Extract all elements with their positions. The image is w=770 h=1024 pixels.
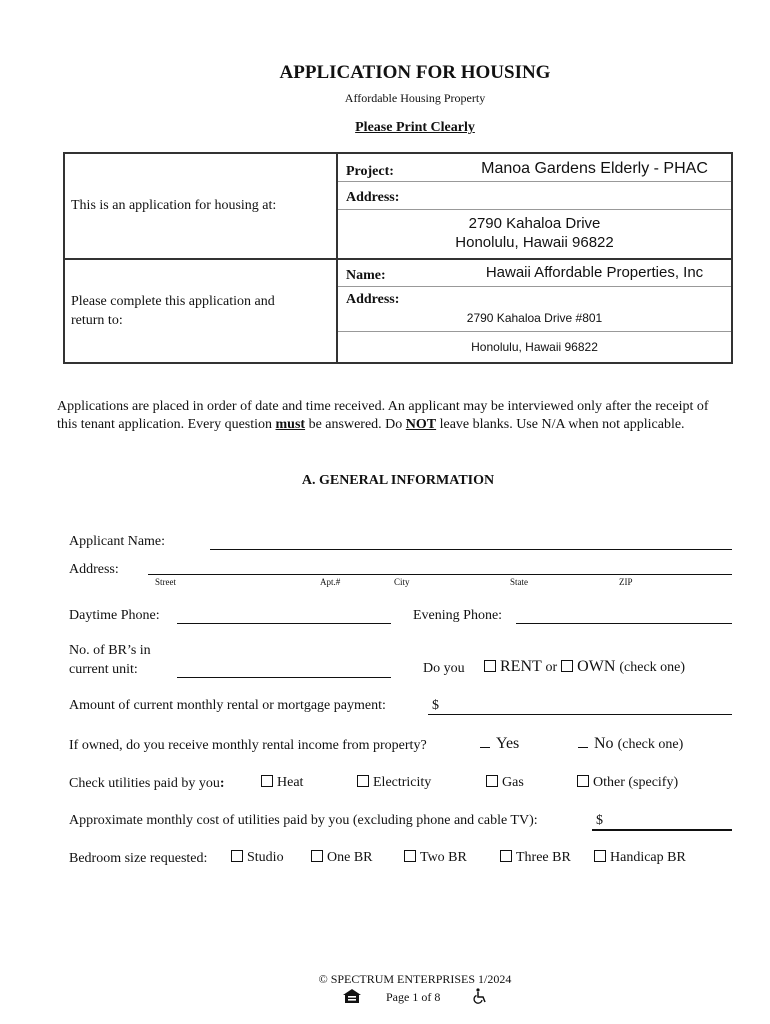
heat-label: Heat (277, 775, 304, 790)
or-label: or (545, 660, 558, 675)
city-caption: City (394, 577, 410, 587)
no-label: No (594, 735, 614, 752)
yes-label: Yes (496, 735, 520, 752)
apt-caption: Apt.# (320, 577, 341, 587)
address-row (338, 182, 731, 210)
housing-label (64, 153, 337, 259)
one-br-checkbox[interactable] (311, 850, 323, 862)
check-one-label: (check one) (619, 660, 686, 675)
other-option[interactable] (577, 775, 678, 791)
handicap-br-checkbox[interactable] (594, 850, 606, 862)
utilities-cost-label: Approximate monthly cost of utilities paid by you (excluding phone and cable TV): (69, 813, 538, 828)
equal-housing-icon (343, 989, 361, 1008)
info-table (63, 152, 733, 364)
one-br-label: One BR (327, 850, 373, 865)
page-title: APPLICATION FOR HOUSING (279, 62, 551, 83)
return-label-text: Please complete this application and return to: (71, 294, 275, 328)
own-checkbox[interactable] (561, 660, 573, 672)
rent-own-options (484, 658, 685, 676)
rental-income-question: If owned, do you receive monthly rental income from property? (69, 738, 427, 753)
name-label: Name: (346, 268, 386, 283)
project-row (338, 154, 731, 182)
address-line2[interactable]: Honolulu, Hawaii 96822 (455, 234, 614, 251)
return-address-line2[interactable]: Honolulu, Hawaii 96822 (471, 340, 598, 354)
applicant-name-label: Applicant Name: (69, 534, 166, 549)
return-address-row (338, 287, 731, 332)
utilities-cost-field[interactable] (592, 829, 732, 831)
daytime-phone-label: Daytime Phone: (69, 608, 160, 623)
intro-not: NOT (405, 417, 437, 432)
intro-paragraph (57, 398, 717, 434)
housing-label-text: This is an application for housing at: (71, 198, 277, 213)
monthly-payment-field[interactable] (428, 714, 732, 715)
three-br-label: Three BR (516, 850, 571, 865)
studio-option[interactable] (231, 850, 284, 866)
monthly-payment-label: Amount of current monthly rental or mortgage payment: (69, 698, 386, 713)
check-one-label-2: (check one) (617, 737, 684, 752)
handicap-br-option[interactable] (594, 850, 686, 866)
project-cell (337, 153, 732, 259)
project-value[interactable]: Manoa Gardens Elderly - PHAC (481, 160, 708, 177)
two-br-checkbox[interactable] (404, 850, 416, 862)
footer-copyright: © SPECTRUM ENTERPRISES 1/2024 (318, 972, 512, 986)
rent-label: RENT (500, 658, 542, 675)
intro-text-1: Applications are placed in order of date and time received. An applicant may be interviewed only after the receipt of this tenant application. Every question (57, 399, 709, 432)
electricity-checkbox[interactable] (357, 775, 369, 787)
wheelchair-icon (472, 988, 488, 1009)
page-subtitle: Affordable Housing Property (344, 91, 486, 105)
name-row (338, 260, 731, 287)
two-br-label: Two BR (420, 850, 467, 865)
br-label-line1: No. of BR’s in (69, 643, 151, 658)
br-label-line2: current unit: (69, 662, 138, 677)
payment-dollar: $ (432, 698, 439, 713)
one-br-option[interactable] (311, 850, 373, 866)
utilities-label: Check utilities paid by you: (69, 776, 225, 791)
gas-label: Gas (502, 775, 524, 790)
br-count-field[interactable] (177, 677, 391, 678)
address-value-row (338, 210, 731, 258)
return-address-line1[interactable]: 2790 Kahaloa Drive #801 (466, 311, 603, 325)
address-line1[interactable]: 2790 Kahaloa Drive (468, 215, 601, 232)
return-cell (337, 259, 732, 363)
daytime-phone-field[interactable] (177, 623, 391, 624)
return-address-row-2 (338, 332, 731, 362)
studio-checkbox[interactable] (231, 850, 243, 862)
name-value[interactable]: Hawaii Affordable Properties, Inc (485, 264, 704, 281)
address-field[interactable] (148, 574, 732, 575)
state-caption: State (510, 577, 528, 587)
three-br-option[interactable] (500, 850, 571, 866)
gas-checkbox[interactable] (486, 775, 498, 787)
do-you-label: Do you (423, 661, 465, 676)
electricity-label: Electricity (373, 775, 432, 790)
two-br-option[interactable] (404, 850, 467, 866)
rent-checkbox[interactable] (484, 660, 496, 672)
other-checkbox[interactable] (577, 775, 589, 787)
other-label: Other (specify) (593, 775, 679, 790)
yes-blank[interactable] (480, 735, 490, 748)
zip-caption: ZIP (619, 577, 633, 587)
three-br-checkbox[interactable] (500, 850, 512, 862)
return-address-label: Address: (346, 292, 400, 307)
address-label-a: Address: (69, 562, 119, 577)
no-option[interactable] (578, 735, 683, 753)
utilities-dollar: $ (596, 813, 603, 828)
utilities-label-text: Check utilities paid by you (69, 776, 220, 791)
section-heading: A. GENERAL INFORMATION (301, 473, 495, 488)
evening-phone-field[interactable] (516, 623, 732, 624)
street-caption: Street (155, 577, 176, 587)
intro-must: must (275, 417, 306, 432)
studio-label: Studio (247, 850, 284, 865)
electricity-option[interactable] (357, 775, 431, 791)
heat-checkbox[interactable] (261, 775, 273, 787)
heat-option[interactable] (261, 775, 303, 791)
print-note: Please Print Clearly (355, 120, 475, 135)
handicap-br-label: Handicap BR (610, 850, 686, 865)
address-label: Address: (346, 190, 400, 205)
return-label (64, 259, 337, 363)
no-blank[interactable] (578, 735, 588, 748)
own-label: OWN (577, 658, 616, 675)
evening-phone-label: Evening Phone: (413, 608, 503, 623)
gas-option[interactable] (486, 775, 524, 791)
bedroom-size-label: Bedroom size requested: (69, 851, 208, 866)
page-number: Page 1 of 8 (386, 990, 441, 1004)
intro-text-2: be answered. Do (305, 417, 406, 432)
applicant-name-field[interactable] (210, 549, 732, 550)
intro-text-3: leave blanks. Use N/A when not applicable. (436, 417, 685, 432)
project-label: Project: (346, 164, 394, 179)
yes-option[interactable] (480, 735, 519, 753)
